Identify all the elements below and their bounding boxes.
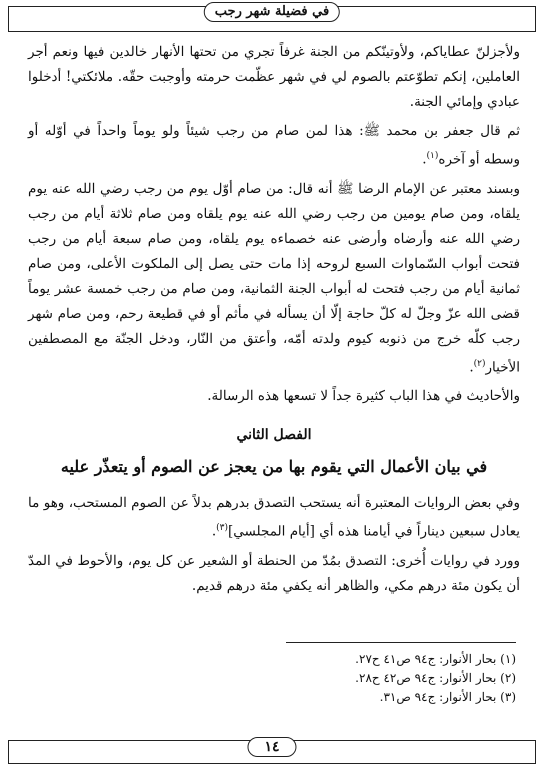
section-subheading: في بيان الأعمال التي يقوم بها من يعجز عن الصوم أو يتعذّر عليه [60, 457, 488, 476]
paragraph: ثم قال جعفر بن محمد ﷺ: هذا لمن صام من رجب شيئاً ولو يوماً واحداً في أوّله أو وسطه أو آخره$^{(١)}$. [28, 123, 520, 168]
footnote-marker: (٣) [216, 523, 228, 533]
paragraph: وفي بعض الروايات المعتبرة أنه يستحب التصدق بدرهم بدلاً عن الصوم المستحب، وهو ما يعادل سبعين ديناراً في أيامنا هذه أي [أيام المجلسي]$^{(٣)}$. [28, 495, 520, 540]
footnotes [216, 650, 516, 707]
running-header-title: في فضيلة شهر رجب [204, 2, 340, 22]
footnote: (١) بحار الأنوار: ج٩٤ ص٤١ ح٢٧. [355, 652, 516, 666]
section-heading: الفصل الثاني [236, 427, 312, 443]
footnote-divider [286, 642, 516, 643]
footnote-marker: (١) [426, 151, 439, 161]
footnote: (٣) بحار الأنوار: ج٩٤ ص٣١. [379, 690, 516, 704]
paragraph: وبسند معتبر عن الإمام الرضا ﷺ أنه قال: من صام أوّل يوم من رجب رضي الله عنه يوم يلقاه، ومن صام يومين من رجب رضي الله عنه يوم يلقاه ومن صام ثلاثة أيام من رجب رضي الله عنه وأرضاه وأرضى عنه خصماءه يوم يلقاه، ومن صام سبعة أيام من رجب فتحت أبواب السّماوات السبع لروحه إذا مات حتى يصل إلى الملكوت الأعلى، ومن صام ثمانية أيام من رجب فتحت له أبواب الجنة الثمانية، ومن صام من رجب خمسة عشر يوماً قضى الله عزّ وجلّ له كلّ حاجة إلّا أن يسأله في مأثم أو في قطيعة رحم، ومن صام شهر رجب كلّه خرج من ذنوبه كيوم ولدته أمّه، وأعتق من النّار، ودخل الجنّة مع المصطفين الأخيار$^{(٢)}$. [28, 180, 520, 375]
main-text [28, 40, 520, 607]
paragraph: ولأجزلنّ عطاياكم، ولأوتينّكم من الجنة غرفاً تجري من تحتها الأنهار خالدين فيها ونعم أجر العاملين، إنكم تطوّعتم بالصوم لي في شهر عظّمت حرمته وأوجبت حقّه. ملائكتي! أدخلوا عبادي وإمائي الجنة. [28, 44, 520, 110]
footnote-marker: (٢) [473, 358, 486, 369]
page-number: ١٤ [247, 737, 296, 757]
paragraph: والأحاديث في هذا الباب كثيرة جداً لا تسعها هذه الرسالة. [207, 388, 520, 404]
paragraph: وورد في روايات أُخرى: التصدق بمُدّ من الحنطة أو الشعير عن كل يوم، والأحوط في المدّ أن يكون مئة درهم مكي، والظاهر أنه يكفي مئة درهم قديم. [28, 552, 520, 594]
footnote: (٢) بحار الأنوار: ج٩٤ ص٤٢ ح٢٨. [355, 671, 516, 685]
page-footer [8, 740, 536, 764]
running-header [8, 6, 536, 32]
